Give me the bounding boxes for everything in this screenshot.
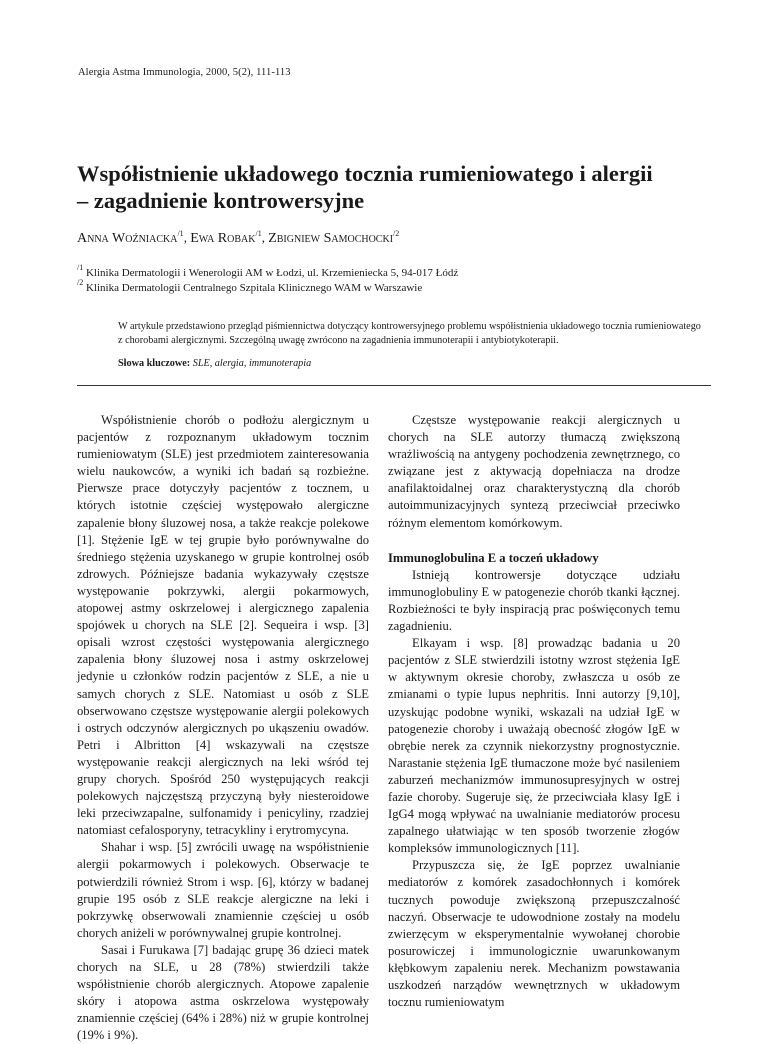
body-paragraph: Shahar i wsp. [5] zwrócili uwagę na współistnienie alergii pokarmowych i polekowych. Obserwacje te potwierdzili również Strom i wsp. [6], którzy w badanej grupie 195 osób z SLE reakcje alergiczne na leki i pokrzywkę obserwowali znamiennie częściej u osób chorych aniżeli w porównywalnej grupie kontrolnej. bbox=[77, 840, 369, 940]
left-column bbox=[77, 412, 369, 1044]
body-paragraph: Współistnienie chorób o podłożu alergicznym u pacjentów z rozpoznanym układowym tocznim rumieniowatym (SLE) jest przedmiotem zainteresowania wielu naukowców, a wyniki ich badań są rozbieżne. Pierwsze prace dotyczyły pacjentów z tocznem, u których istotnie częściej występowało alergiczne zapalenie błony śluzowej nosa, a także reakcje polekowe [1]. Stężenie IgE w tej grupie było porównywalne do średniego stężenia uzyskanego w grupie kontrolnej osób zdrowych. Późniejsze badania wykazywały częstsze występowanie pokrzywki, alergii pokarmowych, atopowej astmy oskrzelowej i alergicznego zapalenia spojówek u chorych na SLE [2]. Sequeira i wsp. [3] opisali wzrost częstości występowania alergicznego zapalenia błony śluzowej nosa i astmy oskrzelowej jedynie u członków rodzin pacjentów z SLE, a nie u samych chorych z SLE. Natomiast u osób z SLE obserwowano częstsze występowanie alergii polekowych i ostrych odczynów alergicznych po ukąszeniu owadów. Petri i Albritton [4] wskazywali na częstsze występowanie reakcji alergicznych na leki wśród tej grupy chorych. Spośród 250 występujących reakcji polekowych najczęstszą przyczyną były niesteroidowe leki przeciwzapalne, sulfonamidy i penicyliny, rzadziej natomiast cefalosporyny, tetracykliny i erytromycyna. bbox=[77, 413, 369, 838]
body-paragraph: Elkayam i wsp. [8] prowadząc badania u 20 pacjentów z SLE stwierdzili istotny wzrost stężenia IgE w aktywnym okresie choroby, zwłaszcza u osób ze zmianami o typie lupus nephritis. Inni autorzy [9,10], uzyskując podobne wyniki, wskazali na udział IgE w patogenezie choroby i uważają obecność złogów IgE w obrębie nerek za czynnik niekorzystny prognostycznie. Narastanie stężenia IgE tłumaczone może być nasileniem zaburzeń mechanizmów immunosupresyjnych w ostrej fazie choroby. Sugeruje się, że przeciwciała klasy IgE i IgG4 mogą wpływać na uwalnianie mediatorów procesu zapalnego ułatwiając w ten sposób tworzenie złogów kompleksów immunologicznych [11]. bbox=[388, 636, 680, 856]
affil-text: Klinika Dermatologii i Wenerologii AM w Łodzi, ul. Krzemieniecka 5, 94-017 Łódź bbox=[85, 267, 459, 279]
paper-title bbox=[77, 160, 717, 214]
journal-reference: Alergia Astma Immunologia, 2000, 5(2), 111-113 bbox=[78, 67, 291, 78]
header-divider bbox=[77, 385, 711, 386]
affiliations bbox=[77, 263, 459, 296]
abstract: W artykule przedstawiono przegląd piśmiennictwa dotyczący kontrowersyjnego problemu współistnienia układowego tocznia rumieniowatego z chorobami alergicznymi. Szczególną uwagę zwrócono na zagadnienia immunoterapii i antybiotykoterapii. bbox=[118, 321, 701, 346]
title-line-2: – zagadnienie kontrowersyjne bbox=[77, 188, 365, 213]
body-paragraph: Przypuszcza się, że IgE poprzez uwalnianie mediatorów z komórek zasadochłonnych i komórek tucznych powoduje zwiększoną przepuszczalność naczyń. Obserwacje te udowodnione zostały na modelu zwierzęcym w eksperymentalnie wywołanej chorobie posurowiczej i immunologicznie uwarunkowanym kłębkowym zapaleniu nerek. Mechanizm powstawania uszkodzeń narządów wewnętrznych w układowym tocznu rumieniowatym bbox=[388, 858, 680, 1010]
body-paragraph: Sasai i Furukawa [7] badając grupę 36 dzieci matek chorych na SLE, u 28 (78%) stwierdzili także współistnienie chorób alergicznych. Atopowe zapalenie skóry i atopowa astma oskrzelowa występowały znamiennie częściej (64% i 28%) niż w grupie kontrolnej (19% i 9%). bbox=[77, 942, 369, 1043]
affil-mark: /2 bbox=[77, 278, 84, 287]
keywords-value: SLE, alergia, immunoterapia bbox=[192, 358, 312, 369]
affiliation-line bbox=[77, 263, 459, 281]
author-name: Ewa Robak bbox=[190, 231, 256, 246]
affil-text: Klinika Dermatologii Centralnego Szpitala Klinicznego WAM w Warszawie bbox=[85, 282, 423, 294]
affiliation-line bbox=[77, 278, 458, 296]
title-line-1: Współistnienie układowego tocznia rumieniowatego i alergii bbox=[77, 161, 653, 186]
author-list: Anna Woźniacka$^{/1}$, Ewa Robak$^{/1}$, Zbigniew Samochocki$^{/2}$ bbox=[77, 229, 400, 246]
keywords-label: Słowa kluczowe: bbox=[118, 358, 191, 369]
section-heading: Immunoglobulina E a toczeń układowy bbox=[388, 550, 599, 565]
author-name: Zbigniew Samochocki bbox=[268, 231, 394, 246]
author-affil-mark: /1 bbox=[255, 229, 262, 238]
author-affil-mark: /1 bbox=[177, 229, 184, 238]
body-paragraph: Częstsze występowanie reakcji alergicznych u chorych na SLE autorzy tłumaczą zwiększoną wrażliwością na antygeny pochodzenia zewnętrznego, co związane jest z aktywacją dopełniacza na drodze anafilaktoidalnej oraz charakterystyczną dla chorób autoimmunizacyjnych syntezą przeciwciał przeciwko różnym elementom komórkowym. bbox=[388, 413, 680, 530]
affil-mark: /1 bbox=[77, 263, 84, 272]
author-affil-mark: /2 bbox=[393, 229, 400, 238]
author-name: Anna Woźniacka bbox=[77, 231, 178, 246]
right-column bbox=[388, 412, 680, 1011]
keywords bbox=[118, 358, 311, 369]
body-paragraph: Istnieją kontrowersje dotyczące udziału immunoglobuliny E w patogenezie chorób tkanki łącznej. Rozbieżności te były inspiracją prac poświęconych temu zagadnieniu. bbox=[388, 567, 680, 634]
